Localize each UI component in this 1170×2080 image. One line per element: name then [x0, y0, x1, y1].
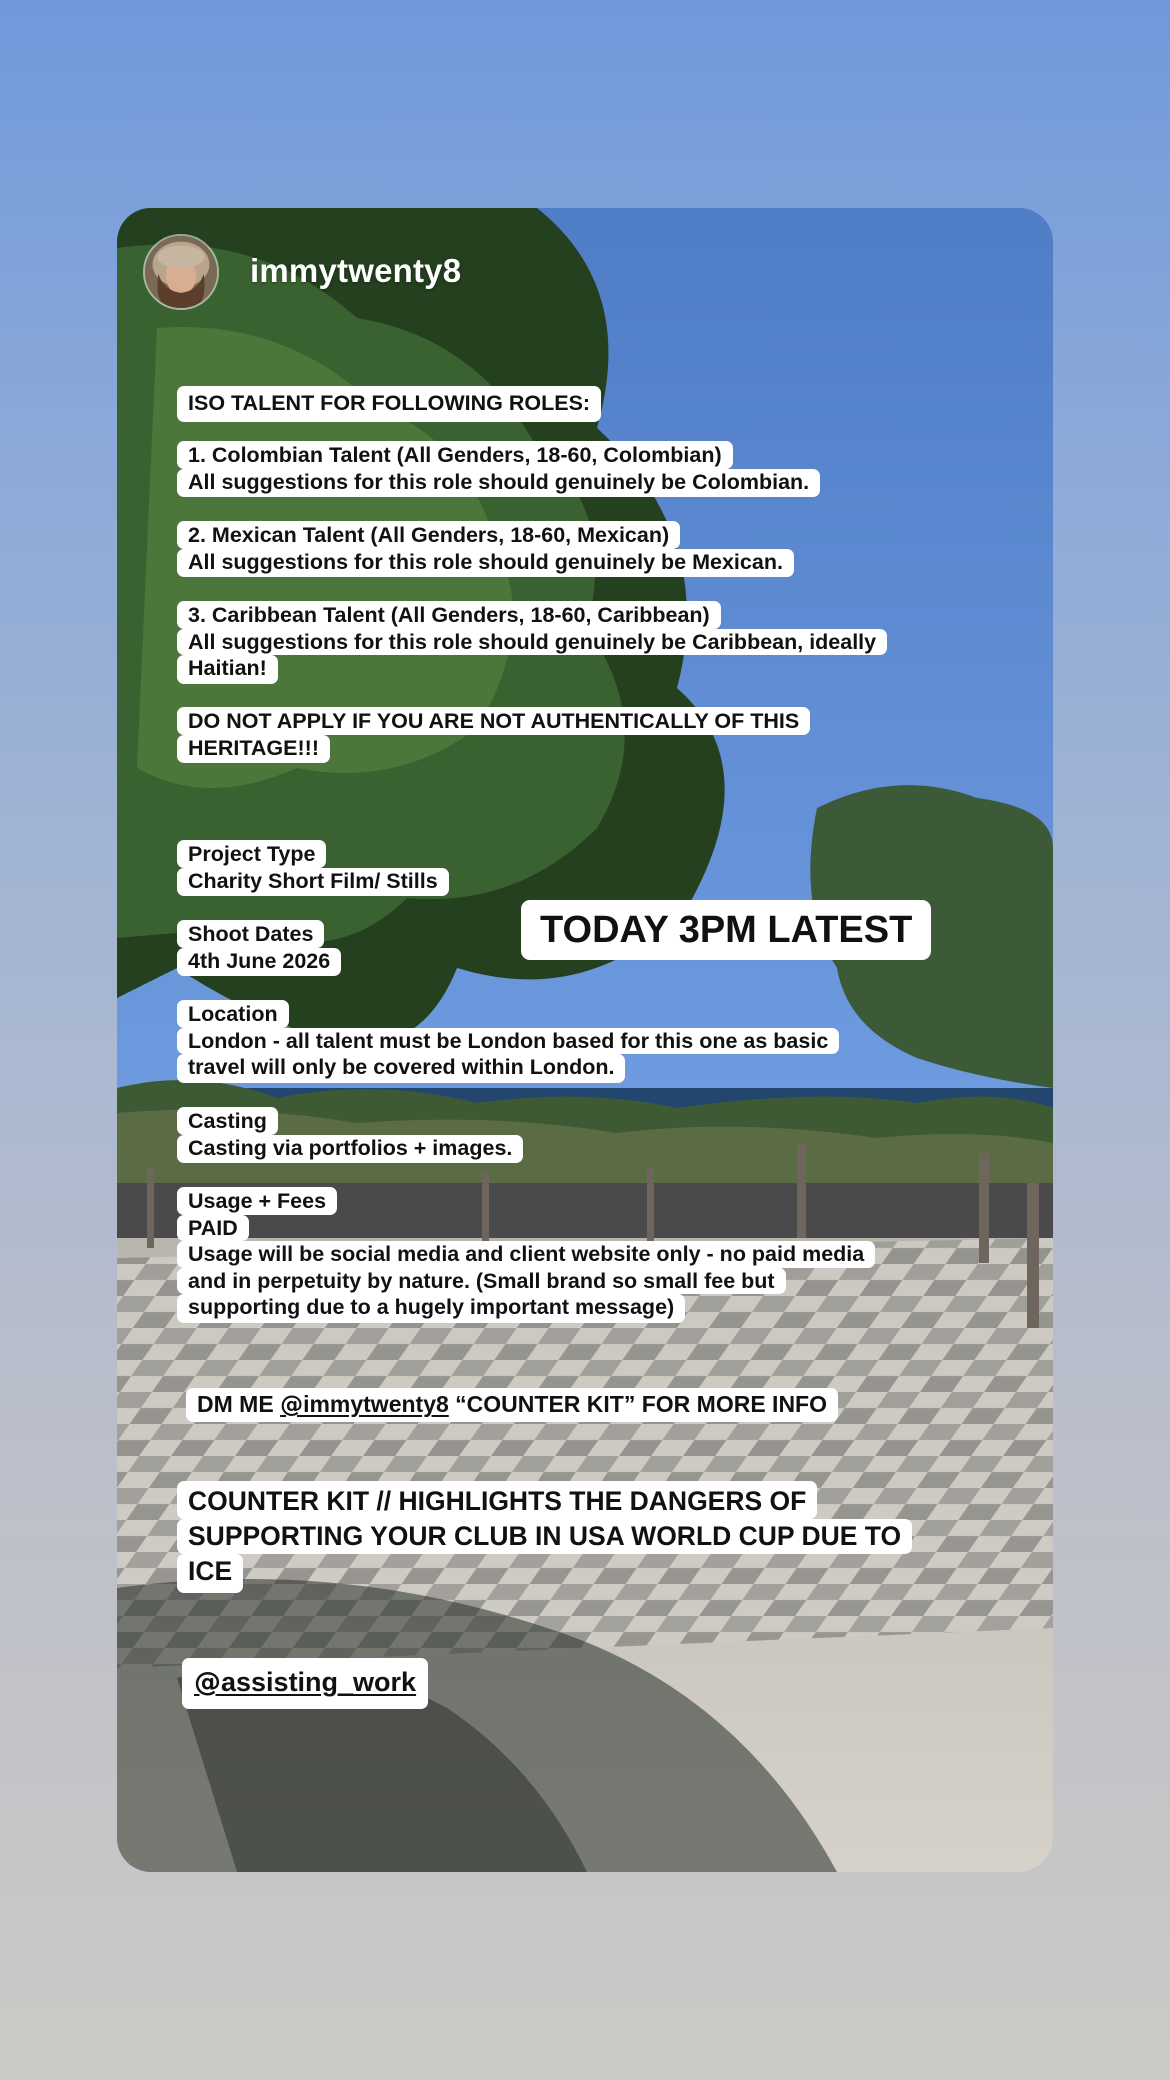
usage-line2: and in perpetuity by nature. (Small brand so small fee but — [177, 1268, 786, 1295]
shoot-dates-label: Shoot Dates — [177, 920, 324, 948]
casting-sticker — [177, 1107, 523, 1163]
role-2-sticker — [177, 521, 794, 577]
avatar[interactable] — [143, 234, 219, 310]
casting-value: Casting via portfolios + images. — [177, 1135, 523, 1164]
assisting-mention-sticker[interactable] — [182, 1658, 428, 1709]
role-2-note: All suggestions for this role should genuinely be Mexican. — [177, 549, 794, 578]
location-line1: London - all talent must be London based for this one as basic — [177, 1028, 839, 1055]
story-card[interactable] — [117, 208, 1053, 1872]
profile-photo-icon — [145, 236, 217, 308]
warning-sticker — [177, 707, 810, 763]
location-sticker — [177, 1000, 839, 1083]
assisting-mention-link[interactable] — [182, 1658, 428, 1709]
assisting-mention-at: @ — [194, 1667, 221, 1698]
location-label: Location — [177, 1000, 289, 1028]
role-1-sticker — [177, 441, 820, 497]
assisting-mention-name: assisting_work — [221, 1667, 417, 1697]
shoot-dates-sticker — [177, 920, 341, 976]
location-line2: travel will only be covered within London. — [177, 1054, 625, 1083]
usage-line3: supporting due to a hugely important message) — [177, 1294, 685, 1323]
role-3-title: 3. Caribbean Talent (All Genders, 18-60, Caribbean) — [177, 601, 721, 629]
dm-mention-at: @ — [280, 1392, 304, 1418]
shoot-dates-value: 4th June 2026 — [177, 948, 341, 977]
dm-line — [186, 1388, 838, 1422]
project-type-value: Charity Short Film/ Stills — [177, 868, 449, 897]
dm-prefix: DM ME — [197, 1391, 281, 1417]
role-2-title: 2. Mexican Talent (All Genders, 18-60, Mexican) — [177, 521, 680, 549]
deadline-sticker — [521, 900, 931, 960]
warning-line1: DO NOT APPLY IF YOU ARE NOT AUTHENTICALLY OF THIS — [177, 707, 810, 735]
iso-heading: ISO TALENT FOR FOLLOWING ROLES: — [177, 386, 601, 422]
dm-sticker — [186, 1388, 838, 1422]
counter-kit-line1: COUNTER KIT // HIGHLIGHTS THE DANGERS OF — [177, 1481, 817, 1519]
role-3-sticker — [177, 601, 887, 684]
role-3-note-line1: All suggestions for this role should genuinely be Caribbean, ideally — [177, 629, 887, 656]
role-1-title: 1. Colombian Talent (All Genders, 18-60, Colombian) — [177, 441, 733, 469]
project-type-label: Project Type — [177, 840, 326, 868]
warning-line2: HERITAGE!!! — [177, 735, 330, 764]
dm-mention-link[interactable] — [280, 1391, 449, 1417]
counter-kit-line3: ICE — [177, 1554, 243, 1593]
usage-paid: PAID — [177, 1215, 249, 1242]
usage-fees-label: Usage + Fees — [177, 1187, 337, 1215]
usage-line1: Usage will be social media and client website only - no paid media — [177, 1241, 875, 1268]
counter-kit-line2: SUPPORTING YOUR CLUB IN USA WORLD CUP DUE TO — [177, 1519, 912, 1554]
deadline-text: TODAY 3PM LATEST — [521, 900, 931, 960]
username[interactable]: immytwenty8 — [250, 252, 462, 289]
dm-mention-name: immytwenty8 — [303, 1391, 449, 1417]
counter-kit-sticker — [177, 1481, 912, 1593]
casting-label: Casting — [177, 1107, 278, 1135]
dm-suffix: “COUNTER KIT” FOR MORE INFO — [448, 1391, 827, 1417]
role-3-note-line2: Haitian! — [177, 655, 278, 684]
role-1-note: All suggestions for this role should genuinely be Colombian. — [177, 469, 820, 498]
project-type-sticker — [177, 840, 449, 896]
iso-heading-sticker — [177, 386, 601, 422]
usage-fees-sticker — [177, 1187, 875, 1323]
